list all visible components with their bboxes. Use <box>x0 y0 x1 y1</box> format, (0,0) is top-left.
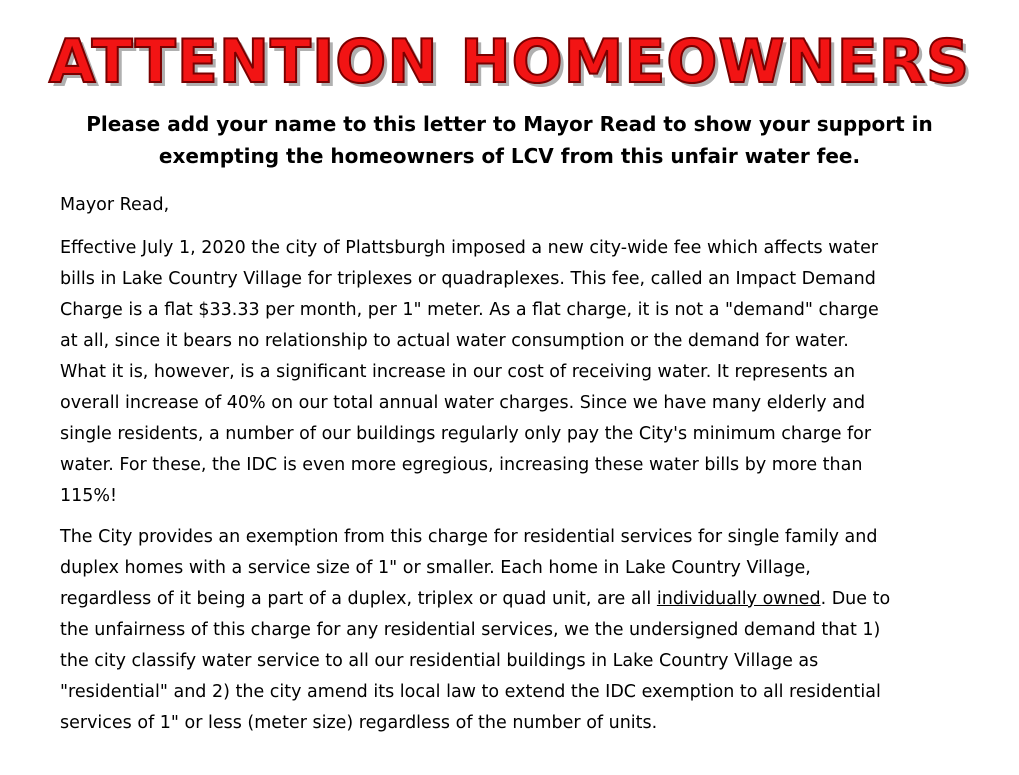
paragraph-2-text: regardless of it being a part of a duplex, triplex or quad unit, are all <box>60 589 657 609</box>
subheading <box>60 108 959 172</box>
paragraph-1-line: overall increase of 40% on our total annual water charges. Since we have many elderly and <box>60 393 866 413</box>
paragraph-1-line: Charge is a flat $33.33 per month, per 1" meter. As a flat charge, it is not a "demand" charge <box>60 300 879 320</box>
paragraph-2-line: the city classify water service to all our residential buildings in Lake Country Village as <box>60 651 819 671</box>
salutation: Mayor Read, <box>60 195 170 215</box>
paragraph-2-text: . Due to <box>820 589 891 609</box>
paragraph-2-line: services of 1" or less (meter size) regardless of the number of units. <box>60 713 658 733</box>
paragraph-2-line: the unfairness of this charge for any residential services, we the undersigned demand that 1) <box>60 620 881 640</box>
paragraph-2-line: The City provides an exemption from this charge for residential services for single family and <box>60 527 878 547</box>
paragraph-2-line: duplex homes with a service size of 1" or smaller. Each home in Lake Country Village, <box>60 558 811 578</box>
paragraph-2-line <box>60 584 959 615</box>
paragraph-1-line: water. For these, the IDC is even more egregious, increasing these water bills by more than <box>60 455 863 475</box>
paragraph-1-line: What it is, however, is a significant increase in our cost of receiving water. It represents an <box>60 362 856 382</box>
paragraph-1-line: 115%! <box>60 486 118 506</box>
banner-title: ATTENTION HOMEOWNERS <box>48 27 971 97</box>
paragraph-2-line: "residential" and 2) the city amend its local law to extend the IDC exemption to all residential <box>60 682 881 702</box>
paragraph-1-line: single residents, a number of our buildings regularly only pay the City's minimum charge for <box>60 424 872 444</box>
paragraph-1-line: bills in Lake Country Village for triplexes or quadraplexes. This fee, called an Impact Demand <box>60 269 876 289</box>
underlined-emphasis: individually owned <box>656 589 821 609</box>
paragraph-2 <box>60 522 959 739</box>
paragraph-1 <box>60 233 959 512</box>
paragraph-1-line: at all, since it bears no relationship to actual water consumption or the demand for water. <box>60 331 849 351</box>
subheading-line-2: exempting the homeowners of LCV from this unfair water fee. <box>158 144 861 168</box>
paragraph-1-line: Effective July 1, 2020 the city of Plattsburgh imposed a new city-wide fee which affects water <box>60 238 879 258</box>
subheading-line-1: Please add your name to this letter to Mayor Read to show your support in <box>86 112 933 136</box>
